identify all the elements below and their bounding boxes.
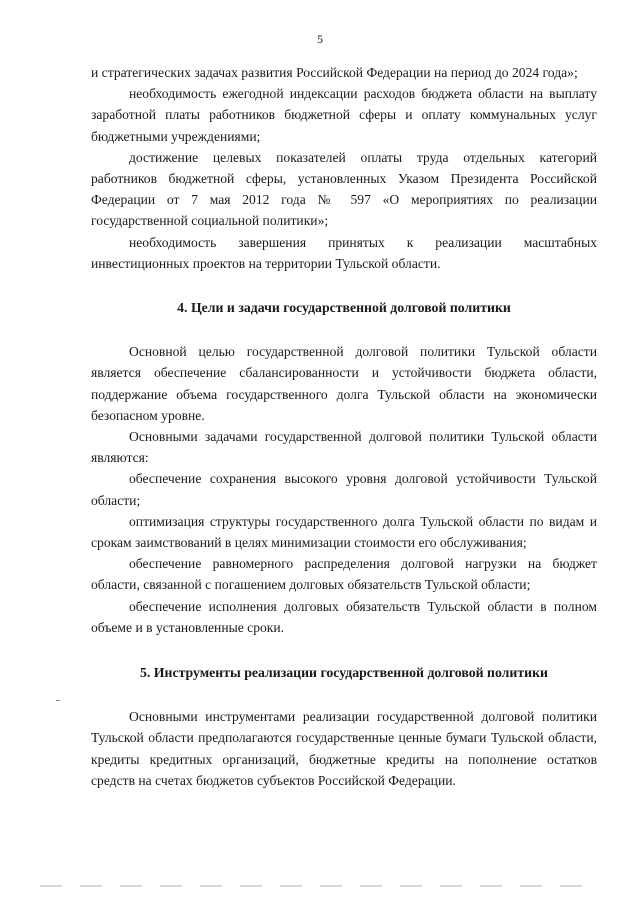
page-content [91, 62, 597, 791]
section-4-paragraph: обеспечение исполнения долговых обязательств Тульской области в полном объеме и в установленные сроки. [91, 598, 597, 635]
page-number: 5 [317, 32, 323, 46]
section-4-paragraph: Основными задачами государственной долговой политики Тульской области являются: [91, 429, 597, 466]
section-5-paragraph: Основными инструментами реализации государственной долговой политики Тульской области предполагаются государственные ценные бумаги Тульской области, кредиты кредитных организаций, бюджетные кредиты на пополнение остатков средств на счетах бюджетов субъектов Российской Федерации. [91, 709, 597, 788]
section-4-paragraph: обеспечение равномерного распределения долговой нагрузки на бюджет области, связанной с погашением долговых обязательств Тульской области; [91, 556, 597, 593]
scan-artifact-line [40, 885, 600, 887]
scan-artifact [56, 700, 60, 701]
paragraph-continuation: и стратегических задачах развития Российской Федерации на период до 2024 года»; [91, 65, 578, 80]
section-4-paragraph: Основной целью государственной долговой политики Тульской области является обеспечение сбалансированности и устойчивости бюджета области, поддержание объема государственного долга Тульской области на экономически безопасном уровне. [91, 344, 597, 423]
paragraph-investment-projects: необходимость завершения принятых к реализации масштабных инвестиционных проектов на территории Тульской области. [91, 234, 597, 271]
section-4-paragraph: оптимизация структуры государственного долга Тульской области по видам и срокам заимствований в целях минимизации стоимости его обслуживания; [91, 513, 597, 551]
section-5-heading: 5. Инструменты реализации государственной долговой политики [139, 665, 549, 681]
paragraph-salary-targets: достижение целевых показателей оплаты труда отдельных категорий работников бюджетной сферы, установленных Указом Президента Российской Федерации от 7 мая 2012 года № 597 «О мероприятиях по реализации государственной социальной политики»; [91, 149, 597, 229]
section-4-paragraph: обеспечение сохранения высокого уровня долговой устойчивости Тульской области; [91, 471, 597, 508]
paragraph-budget-indexation: необходимость ежегодной индексации расходов бюджета области на выплату заработной платы работников бюджетной сферы и оплату коммунальных услуг бюджетными учреждениями; [91, 86, 597, 144]
section-4-heading: 4. Цели и задачи государственной долговой политики [177, 300, 511, 316]
